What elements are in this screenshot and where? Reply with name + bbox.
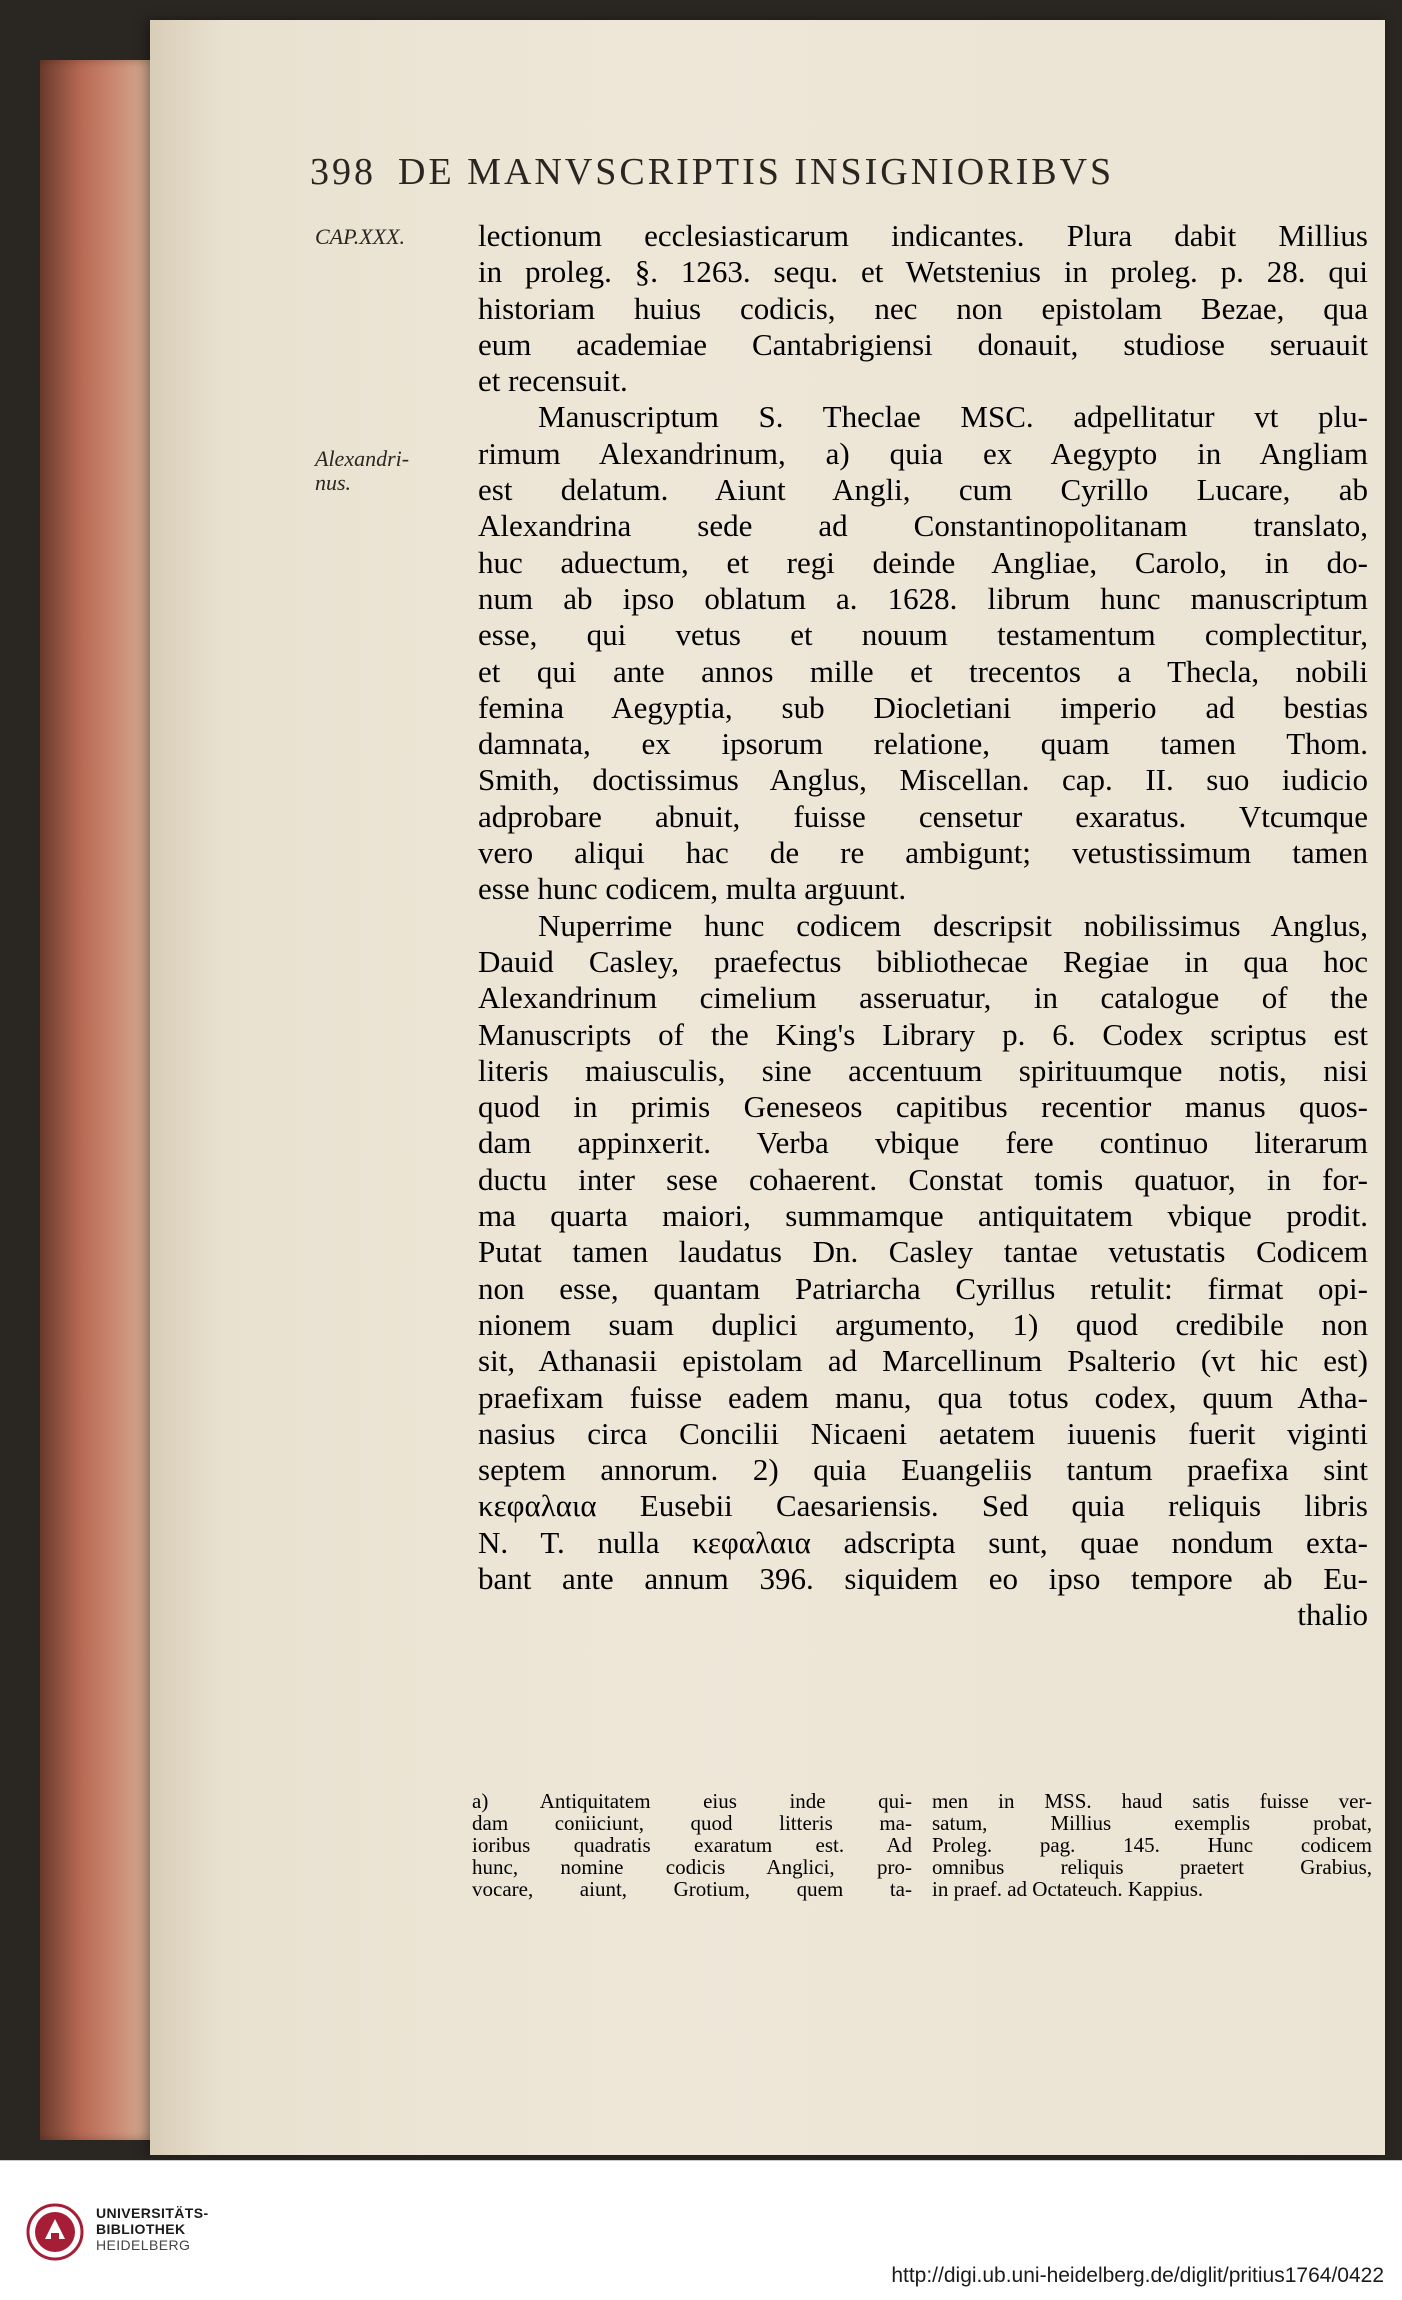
text-line: ductu inter sese cohaerent. Constat tomis quatuor, in for- <box>478 1161 1368 1197</box>
text-line: Putat tamen laudatus Dn. Casley tantae vetustatis Codicem <box>478 1234 1368 1270</box>
running-title: DE MANVSCRIPTIS INSIGNIORIBVS <box>398 151 1115 193</box>
text-line: huc aduectum, et regi deinde Angliae, Carolo, in do- <box>478 544 1368 580</box>
footnote-line: in praef. ad Octateuch. Kappius. <box>932 1877 1204 1901</box>
text-line: κεφαλαια Eusebii Caesariensis. Sed quia reliquis libris <box>478 1488 1368 1524</box>
footnote-line: dam coniiciunt, quod litteris ma- <box>472 1811 912 1835</box>
footnote-line: Proleg. pag. 145. Hunc codicem <box>932 1833 1372 1857</box>
text-line: ma quarta maiori, summamque antiquitatem vbique prodit. <box>478 1198 1368 1234</box>
footnote-column-left <box>472 1790 912 1900</box>
university-seal-icon <box>26 2203 84 2261</box>
text-line: esse hunc codicem, multa arguunt. <box>478 871 907 907</box>
margin-note-chapter: CAP.XXX. <box>315 224 406 249</box>
text-line: in proleg. §. 1263. sequ. et Wetstenius in proleg. p. 28. qui <box>478 254 1368 290</box>
text-line: rimum Alexandrinum, a) quia ex Aegypto in Angliam <box>478 435 1368 471</box>
text-line: adprobare abnuit, fuisse censetur exaratus. Vtcumque <box>478 798 1368 834</box>
text-line: praefixam fuisse eadem manu, qua totus codex, quum Atha- <box>478 1379 1368 1415</box>
page-number: 398 <box>310 151 376 193</box>
footnote-line: satum, Millius exemplis probat, <box>932 1811 1372 1835</box>
text-line: femina Aegyptia, sub Diocletiani imperio ad bestias <box>478 689 1368 725</box>
library-name-line2: BIBLIOTHEK <box>96 2221 186 2237</box>
library-logo-text <box>96 2205 316 2253</box>
page-edge <box>40 60 160 2140</box>
main-text <box>478 218 1368 1634</box>
text-line: Alexandrina sede ad Constantinopolitanam translato, <box>478 508 1368 544</box>
text-line: Manuscriptum S. Theclae MSC. adpellitatur vt plu- <box>538 399 1368 435</box>
text-line: Dauid Casley, praefectus bibliothecae Regiae in qua hoc <box>478 943 1368 979</box>
running-head <box>310 150 1380 194</box>
text-line: quod in primis Geneseos capitibus recentior manus quos- <box>478 1089 1368 1125</box>
text-line: vero aliqui hac de re ambigunt; vetustissimum tamen <box>478 835 1368 871</box>
footnote-line: hunc, nomine codicis Anglici, pro- <box>472 1855 912 1879</box>
text-line: Manuscripts of the King's Library p. 6. Codex scriptus est <box>478 1016 1368 1052</box>
text-line: historiam huius codicis, nec non epistolam Bezae, qua <box>478 290 1368 326</box>
text-line: sit, Athanasii epistolam ad Marcellinum Psalterio (vt hic est) <box>478 1343 1368 1379</box>
text-line: nasius circa Concilii Nicaeni aetatem iuuenis fuerit viginti <box>478 1415 1368 1451</box>
margin-note-alexandrinus: Alexandri- nus. <box>315 446 410 495</box>
catchword: thalio <box>1297 1597 1368 1633</box>
footnote-line: men in MSS. haud satis fuisse ver- <box>932 1789 1372 1813</box>
permalink-url[interactable]: http://digi.ub.uni-heidelberg.de/diglit/pritius1764/0422 <box>891 2264 1384 2287</box>
text-line: et qui ante annos mille et trecentos a Thecla, nobili <box>478 653 1368 689</box>
text-line: literis maiusculis, sine accentuum spirituumque notis, nisi <box>478 1052 1368 1088</box>
text-line: Alexandrinum cimelium asseruatur, in catalogue of the <box>478 980 1368 1016</box>
footnote-line: vocare, aiunt, Grotium, quem ta- <box>472 1877 912 1901</box>
text-line: esse, qui vetus et nouum testamentum complectitur, <box>478 617 1368 653</box>
text-line: Smith, doctissimus Anglus, Miscellan. cap. II. suo iudicio <box>478 762 1368 798</box>
text-line: est delatum. Aiunt Angli, cum Cyrillo Lucare, ab <box>478 472 1368 508</box>
footnote-line: omnibus reliquis praetert Grabius, <box>932 1855 1372 1879</box>
viewer-footer <box>0 2160 1402 2300</box>
text-line: et recensuit. <box>478 363 628 399</box>
footnote-line: ioribus quadratis exaratum est. Ad <box>472 1833 912 1857</box>
footnote-line: a) Antiquitatem eius inde qui- <box>472 1789 912 1813</box>
text-line: num ab ipso oblatum a. 1628. librum hunc manuscriptum <box>478 580 1368 616</box>
text-line: lectionum ecclesiasticarum indicantes. Plura dabit Millius <box>478 218 1368 253</box>
text-line: Nuperrime hunc codicem descripsit nobilissimus Anglus, <box>538 907 1368 943</box>
library-name-line3: HEIDELBERG <box>96 2237 191 2253</box>
footnotes <box>472 1790 1372 1900</box>
text-line: dam appinxerit. Verba vbique fere continuo literarum <box>478 1125 1368 1161</box>
text-line: eum academiae Cantabrigiensi donauit, studiose seruauit <box>478 326 1368 362</box>
text-line: septem annorum. 2) quia Euangeliis tantum praefixa sint <box>478 1452 1368 1488</box>
text-line: N. T. nulla κεφαλαια adscripta sunt, quae nondum exta- <box>478 1524 1368 1560</box>
library-name-line1: UNIVERSITÄTS- <box>96 2205 209 2221</box>
text-line: damnata, ex ipsorum relatione, quam tamen Thom. <box>478 726 1368 762</box>
text-line: non esse, quantam Patriarcha Cyrillus retulit: firmat opi- <box>478 1270 1368 1306</box>
text-line: nionem suam duplici argumento, 1) quod credibile non <box>478 1306 1368 1342</box>
text-line: bant ante annum 396. siquidem eo ipso tempore ab Eu- <box>478 1560 1368 1596</box>
footnote-column-right <box>932 1790 1372 1900</box>
